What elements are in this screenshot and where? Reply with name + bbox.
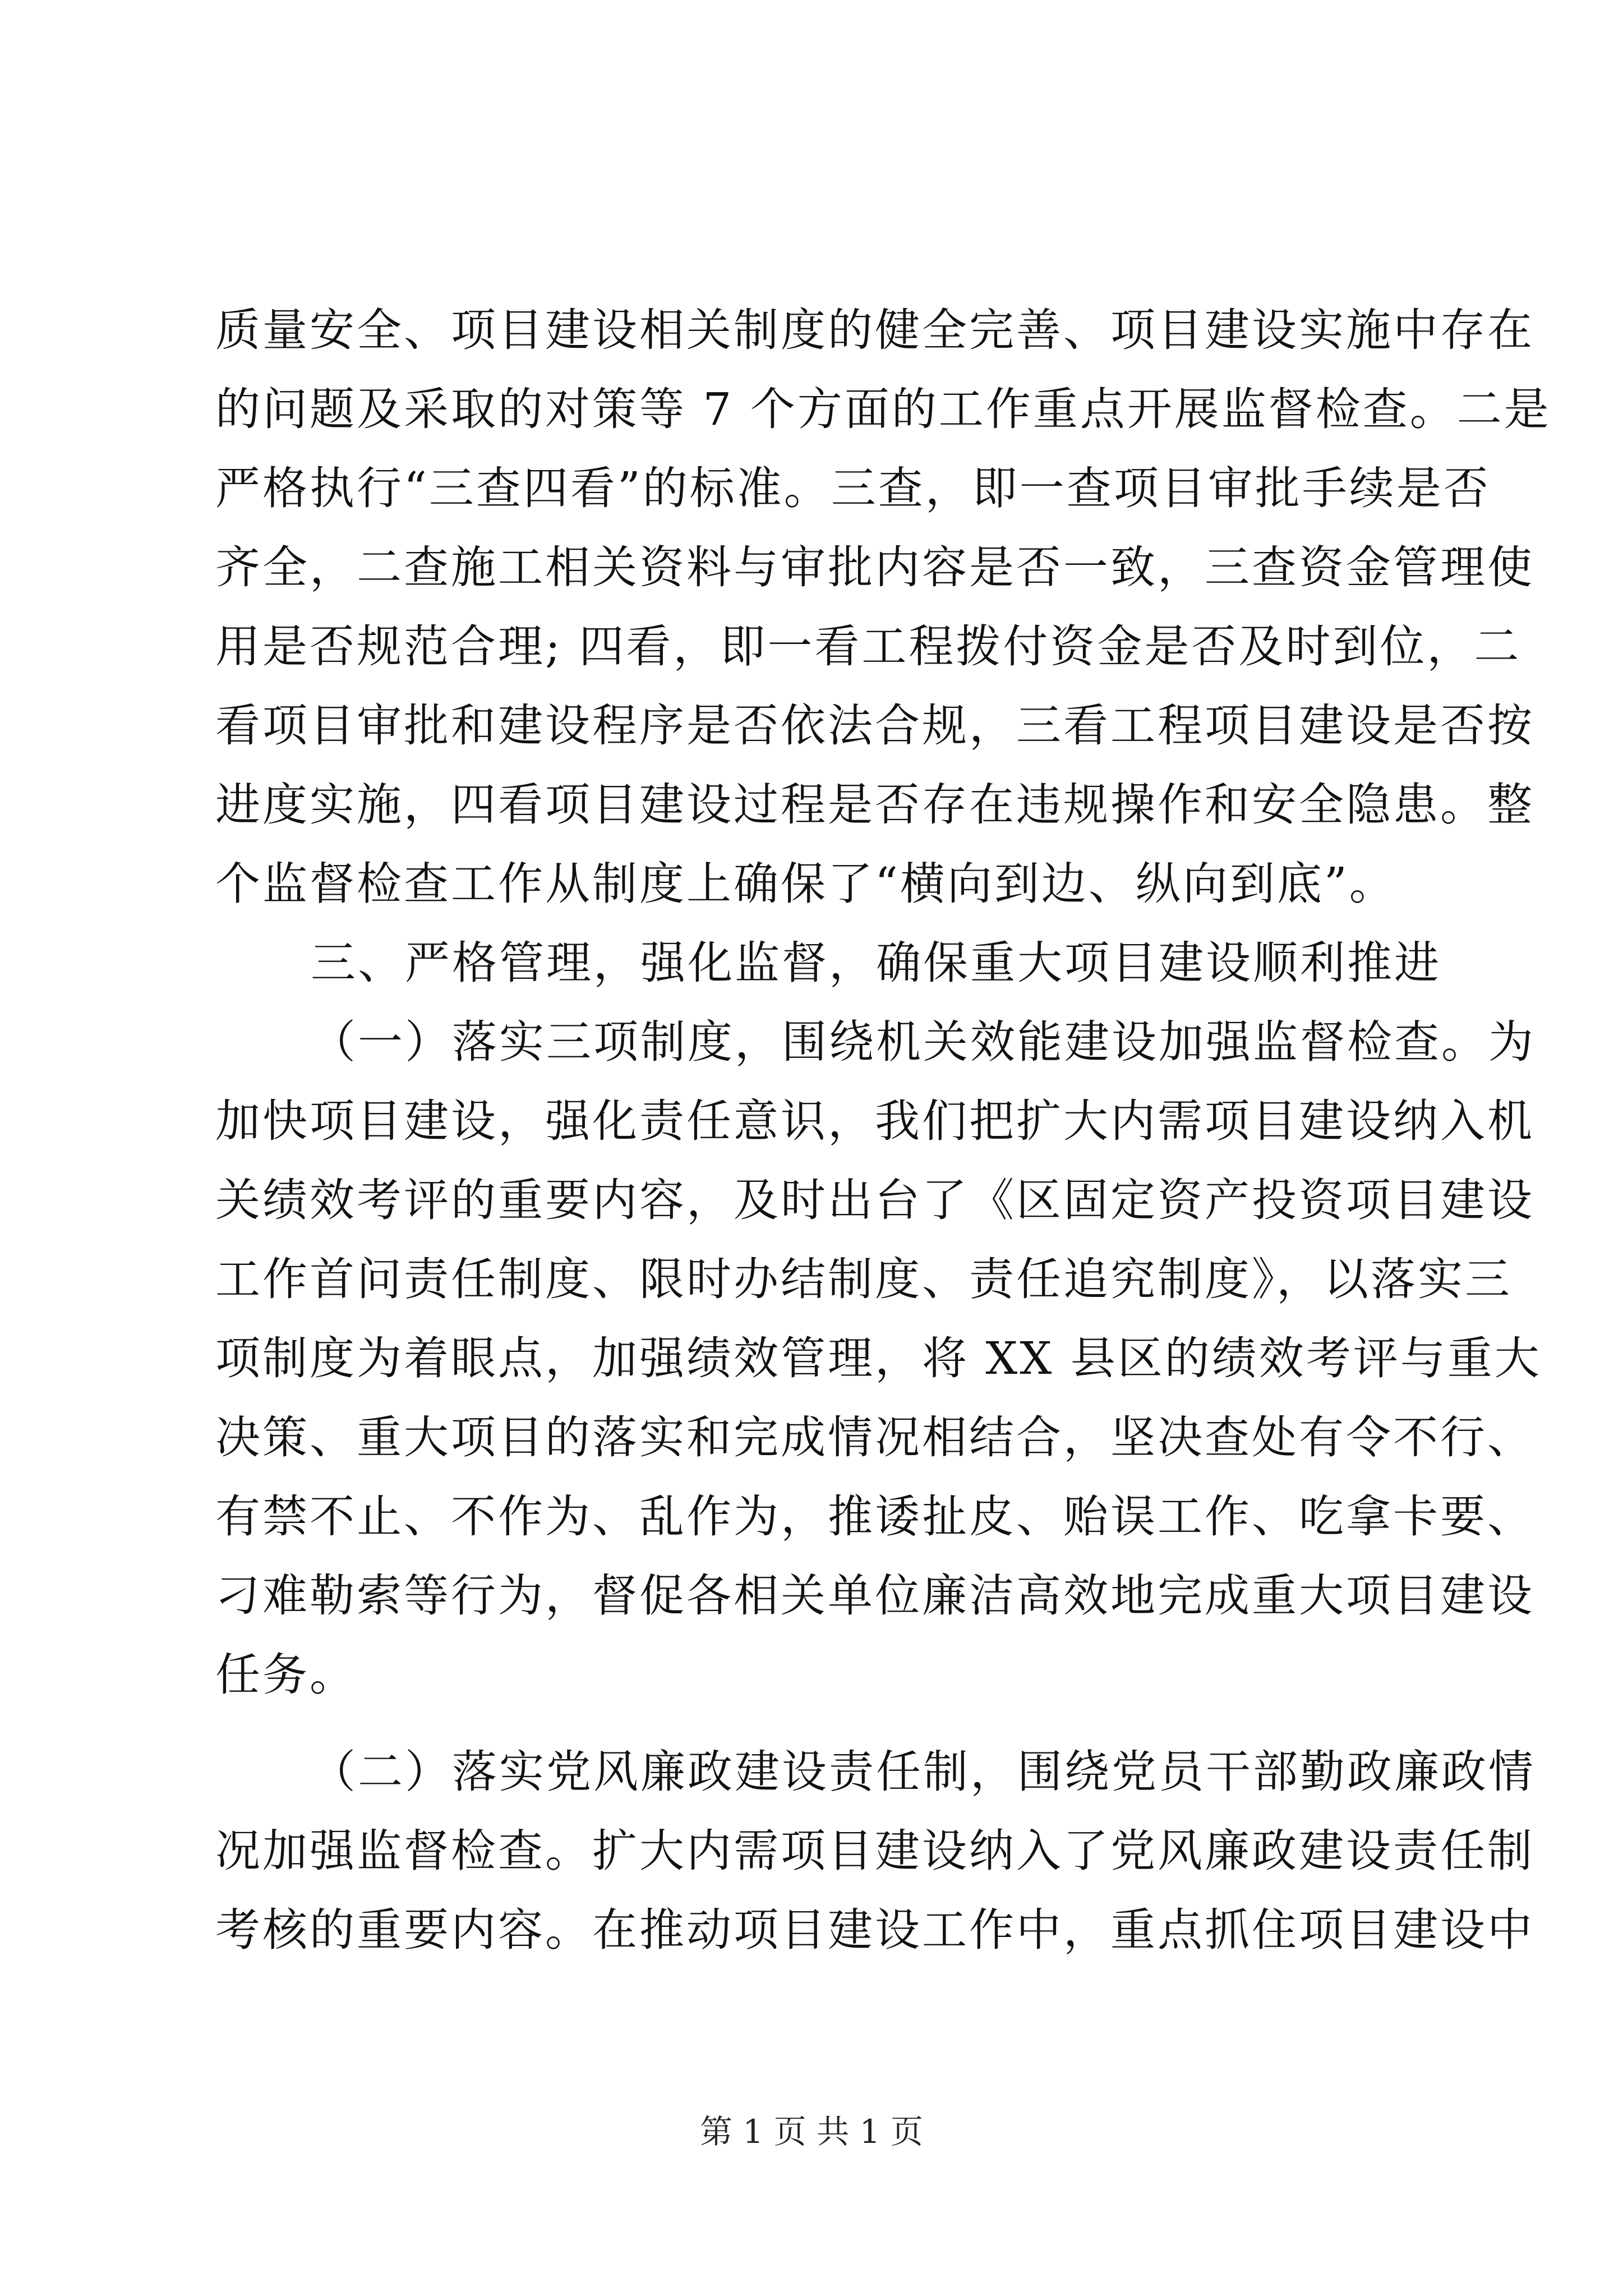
text-line: 进度实施，四看项目建设过程是否存在违规操作和安全隐患。整 xyxy=(215,779,1534,831)
text-line: 质量安全、项目建设相关制度的健全完善、项目建设实施中存在 xyxy=(215,304,1534,356)
paragraph-gap xyxy=(215,1714,1415,1732)
text-line: 考核的重要内容。在推动项目建设工作中，重点抓住项目建设中 xyxy=(215,1904,1534,1956)
text-line: 加快项目建设，强化责任意识，我们把扩大内需项目建设纳入机 xyxy=(215,1095,1534,1147)
text-line: 看项目审批和建设程序是否依法合规，三看工程项目建设是否按 xyxy=(215,700,1534,752)
text-line: 的问题及采取的对策等 7 个方面的工作重点开展监督检查。二是 xyxy=(215,383,1551,435)
document-body xyxy=(215,291,1551,1970)
text-line: 关绩效考评的重要内容，及时出台了《区固定资产投资项目建设 xyxy=(215,1174,1534,1226)
paragraph-first-line: （二）落实党风廉政建设责任制，围绕党员干部勤政廉政情 xyxy=(311,1746,1536,1798)
text-line: 个监督检查工作从制度上确保了“横向到边、纵向到底”。 xyxy=(215,858,1396,910)
section-heading: 三、严格管理，强化监督，确保重大项目建设顺利推进 xyxy=(311,937,1441,989)
text-line: 严格执行“三查四看”的标准。三查，即一查项目审批手续是否 xyxy=(215,462,1491,514)
page-footer: 第 1 页 共 1 页 xyxy=(700,2113,923,2151)
text-line: 项制度为着眼点，加强绩效管理，将 XX 县区的绩效考评与重大 xyxy=(215,1332,1542,1384)
text-line: 刁难勒索等行为，督促各相关单位廉洁高效地完成重大项目建设 xyxy=(215,1570,1534,1622)
text-line: 有禁不止、不作为、乱作为，推诿扯皮、贻误工作、吃拿卡要、 xyxy=(215,1490,1534,1543)
text-line: 任务。 xyxy=(215,1649,357,1701)
text-line: 工作首问责任制度、限时办结制度、责任追究制度》，以落实三 xyxy=(215,1253,1512,1305)
text-line: 况加强监督检查。扩大内需项目建设纳入了党风廉政建设责任制 xyxy=(215,1825,1534,1877)
paragraph-first-line: （一）落实三项制度，围绕机关效能建设加强监督检查。为 xyxy=(311,1016,1536,1068)
text-line: 用是否规范合理; 四看，即一看工程拨付资金是否及时到位，二 xyxy=(215,620,1521,673)
text-line: 齐全，二查施工相关资料与审批内容是否一致，三查资金管理使 xyxy=(215,541,1534,593)
text-line: 决策、重大项目的落实和完成情况相结合，坚决查处有令不行、 xyxy=(215,1411,1534,1464)
